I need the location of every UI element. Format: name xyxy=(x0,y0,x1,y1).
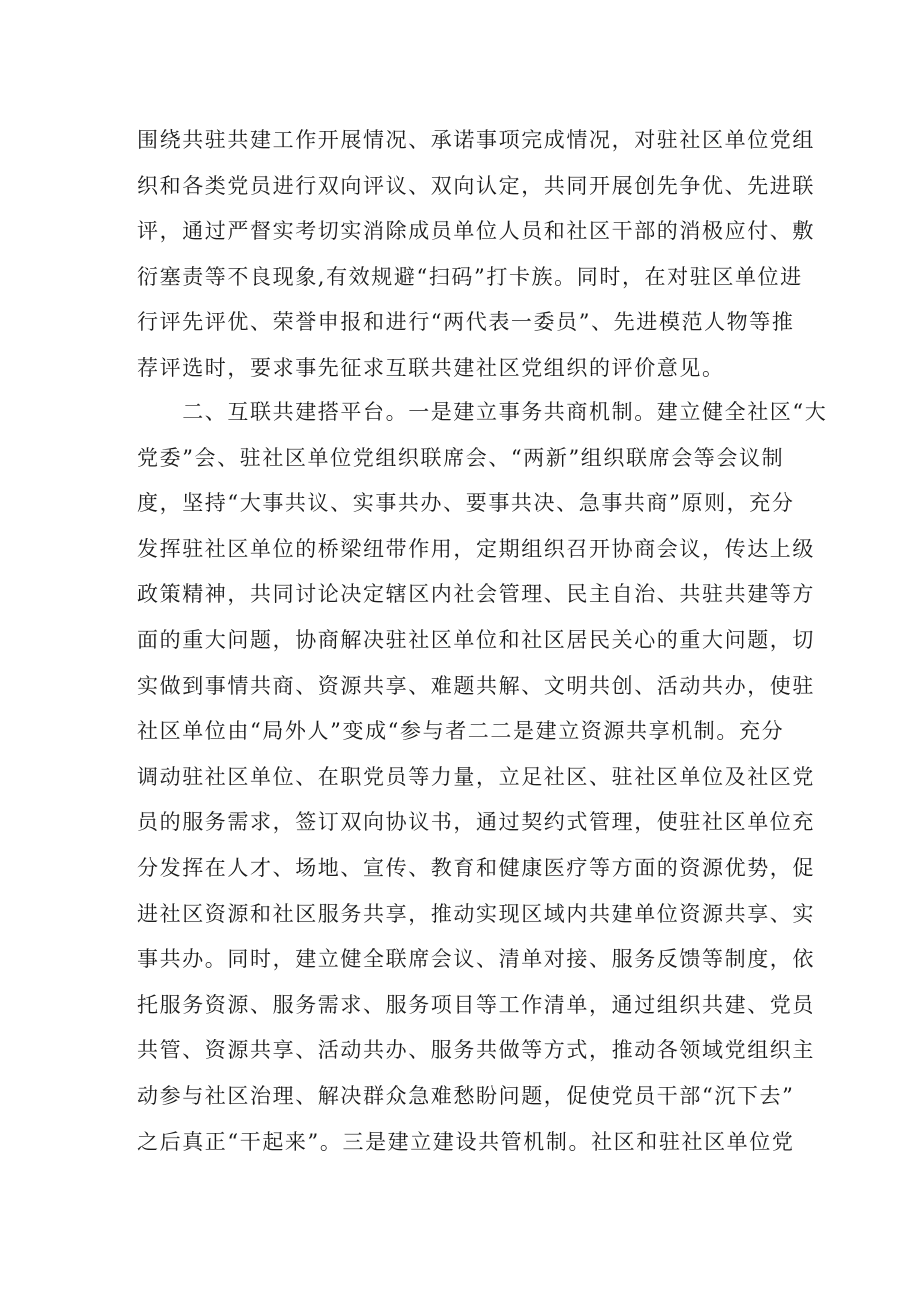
paragraph-1-line: 衍塞责等不良现象,有效规避“扫码”打卡族。同时，在对驻区单位进 xyxy=(137,264,803,289)
paragraph-2-line: 托服务资源、服务需求、服务项目等工作清单，通过组织共建、党员 xyxy=(137,992,815,1017)
paragraph-1 xyxy=(137,118,815,392)
paragraph-2-line: 党委”会、驻社区单位党组织联席会、“两新”组织联席会等会议制 xyxy=(137,445,785,470)
paragraph-1-line: 织和各类党员进行双向评议、双向认定，共同开展创先争优、先进联 xyxy=(137,173,815,198)
paragraph-1-line: 荐评选时，要求事先征求互联共建社区党组织的评价意见。 xyxy=(137,355,725,380)
paragraph-1-line: 评，通过严督实考切实消除成员单位人员和社区干部的消极应付、敷 xyxy=(137,219,815,244)
paragraph-2-line: 动参与社区治理、解决群众急难愁盼问题，促使党员干部“沉下去” xyxy=(137,1083,795,1108)
paragraph-2 xyxy=(137,390,828,1165)
paragraph-2-line: 度，坚持“大事共议、实事共办、要事共决、急事共商”原则，充分 xyxy=(137,491,795,516)
paragraph-2-line: 政策精神，共同讨论决定辖区内社会管理、民主自治、共驻共建等方 xyxy=(137,582,815,607)
paragraph-2-line: 调动驻社区单位、在职党员等力量，立足社区、驻社区单位及社区党 xyxy=(137,764,815,789)
paragraph-2-line: 之后真正“干起来”。三是建立建设共管机制。社区和驻社区单位党 xyxy=(137,1129,795,1154)
paragraph-1-line: 围绕共驻共建工作开展情况、承诺事项完成情况，对驻社区单位党组 xyxy=(137,128,815,152)
paragraph-2-line: 进社区资源和社区服务共享，推动实现区域内共建单位资源共享、实 xyxy=(137,901,815,926)
paragraph-2-line: 员的服务需求，签订双向协议书，通过契约式管理，使驻社区单位充 xyxy=(137,810,815,835)
paragraph-2-line: 二、互联共建搭平台。一是建立事务共商机制。建立健全社区“大 xyxy=(137,400,828,424)
paragraph-2-line: 事共办。同时，建立健全联席会议、清单对接、服务反馈等制度，依 xyxy=(137,947,815,972)
paragraph-2-line: 分发挥在人才、场地、宣传、教育和健康医疗等方面的资源优势，促 xyxy=(137,855,815,880)
paragraph-2-line: 实做到事情共商、资源共享、难题共解、文明共创、活动共办，使驻 xyxy=(137,673,815,698)
paragraph-2-line: 发挥驻社区单位的桥梁纽带作用，定期组织召开协商会议，传达上级 xyxy=(137,536,815,561)
paragraph-2-line: 面的重大问题，协商解决驻社区单位和社区居民关心的重大问题，切 xyxy=(137,627,815,652)
paragraph-2-line: 社区单位由“局外人”变成“参与者二二是建立资源共享机制。充分 xyxy=(137,719,785,744)
paragraph-2-line: 共管、资源共享、活动共办、服务共做等方式，推动各领域党组织主 xyxy=(137,1038,815,1063)
paragraph-1-line: 行评先评优、荣誉申报和进行“两代表一委员”、先进模范人物等推 xyxy=(137,310,795,335)
